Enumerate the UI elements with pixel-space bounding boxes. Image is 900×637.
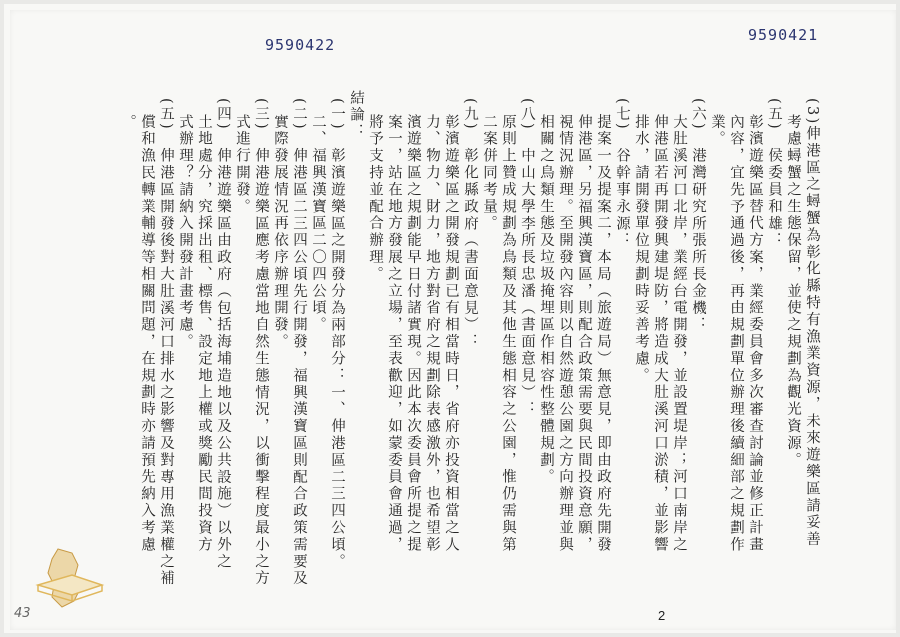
text-column: 排水，請開發單位規劃時妥善考慮。 <box>633 114 649 385</box>
text-column: 內容，宜先予通過後，再由規劃單位辦理後續細部之規劃作 <box>728 114 744 554</box>
text-column: 式辦理？請納入開發計畫考慮。 <box>177 114 193 351</box>
text-column: 二、福興漢寶區二〇四公頃。 <box>310 114 326 334</box>
text-column: 力、物力、財力，地方對省府之規劃除表感激外，也希望彰 <box>424 114 440 554</box>
page-number: 2 <box>658 608 666 623</box>
stamp-number-left: 9590422 <box>265 36 336 54</box>
text-column: 彰濱遊樂區替代方案，業經委員會多次審查討論並修正計畫 <box>747 114 763 554</box>
text-column: 將予支持並配合辦理。 <box>367 114 383 283</box>
text-column: 。 <box>120 114 136 131</box>
text-column: 伸港區，另福興漢寶區，則配合政策需要與民間投資意願， <box>576 114 592 554</box>
text-column: 土地處分，究採出租、標售、設定地上權或獎勵民間投資方 <box>196 114 212 554</box>
text-column: 提案一及提案二，本局（旅遊局）無意見，即由政府先開發 <box>595 114 611 554</box>
text-column: 考慮蟳蟹之生態保留，並使之規劃為觀光資源。 <box>785 114 801 469</box>
archive-logo-icon <box>28 545 108 613</box>
text-column: (二) 伸港區二三四公頃先行開發，福興漢寶區則配合政策需要及 <box>291 98 307 588</box>
corner-page-mark: 43 <box>14 606 31 621</box>
text-column: 實際發展情況再依序辦理開發。 <box>272 114 288 351</box>
text-column: 視情況辦理。至開發內容則以自然遊憩公園之方向辦理並與 <box>557 114 573 554</box>
text-column: 式進行開發。 <box>234 114 250 216</box>
text-column: (五) 侯委員和雄： <box>766 98 782 250</box>
text-column: 二案併同考量。 <box>481 114 497 233</box>
text-column: (九) 彰化縣政府（書面意見）： <box>462 98 478 351</box>
text-column: (一) 彰濱遊樂區之開發分為兩部分：一、伸港區二三四公頃。 <box>329 98 345 571</box>
text-column: (五) 伸港區開發後對大肚溪河口排水之影響及對專用漁業權之補 <box>158 98 174 588</box>
text-column: 業。 <box>709 114 725 148</box>
text-column: (六) 港灣研究所張所長金機： <box>690 98 706 334</box>
text-column: 相關之鳥類生態及垃圾掩埋區作相容性整體規劃。 <box>538 114 554 486</box>
text-column: 伸港區若再開發興建堤防，將造成大肚溪河口淤積，並影響 <box>652 114 668 554</box>
text-column: 原則上贊成規劃為鳥類及其他生態相容之公園，惟仍需與第 <box>500 114 516 554</box>
text-column: 案一，站在地方發展之立場，至表歡迎，如蒙委員會通過， <box>386 114 402 554</box>
text-column: (七) 谷幹事永源： <box>614 98 630 250</box>
text-column: (3)伸港區之蟳蟹為彰化縣特有漁業資源，未來遊樂區請妥善 <box>804 98 820 549</box>
text-column: 彰濱遊樂區之開發規劃已有相當時日，省府亦投資相當之人 <box>443 114 459 554</box>
text-column: 償和漁民轉業輔導等相關問題，在規劃時亦請預先納入考慮 <box>139 114 155 554</box>
text-column: 大肚溪河口北岸，業經台電開發，並設置堤岸；河口南岸之 <box>671 114 687 554</box>
text-column: (八) 中山大學李所長忠潘（書面意見）： <box>519 98 535 419</box>
text-column: 濱遊樂區之規劃能早日付諸實現。因此本次委員會所提之提 <box>405 114 421 554</box>
text-column: 結論： <box>348 90 364 141</box>
stamp-number-right: 9590421 <box>748 26 819 44</box>
text-column: (三) 伸港遊樂區應考慮當地自然生態情況，以衝擊程度最小之方 <box>253 98 269 588</box>
text-column: (四) 伸港遊樂區由政府（包括海埔造地以及公共設施）以外之 <box>215 98 231 571</box>
